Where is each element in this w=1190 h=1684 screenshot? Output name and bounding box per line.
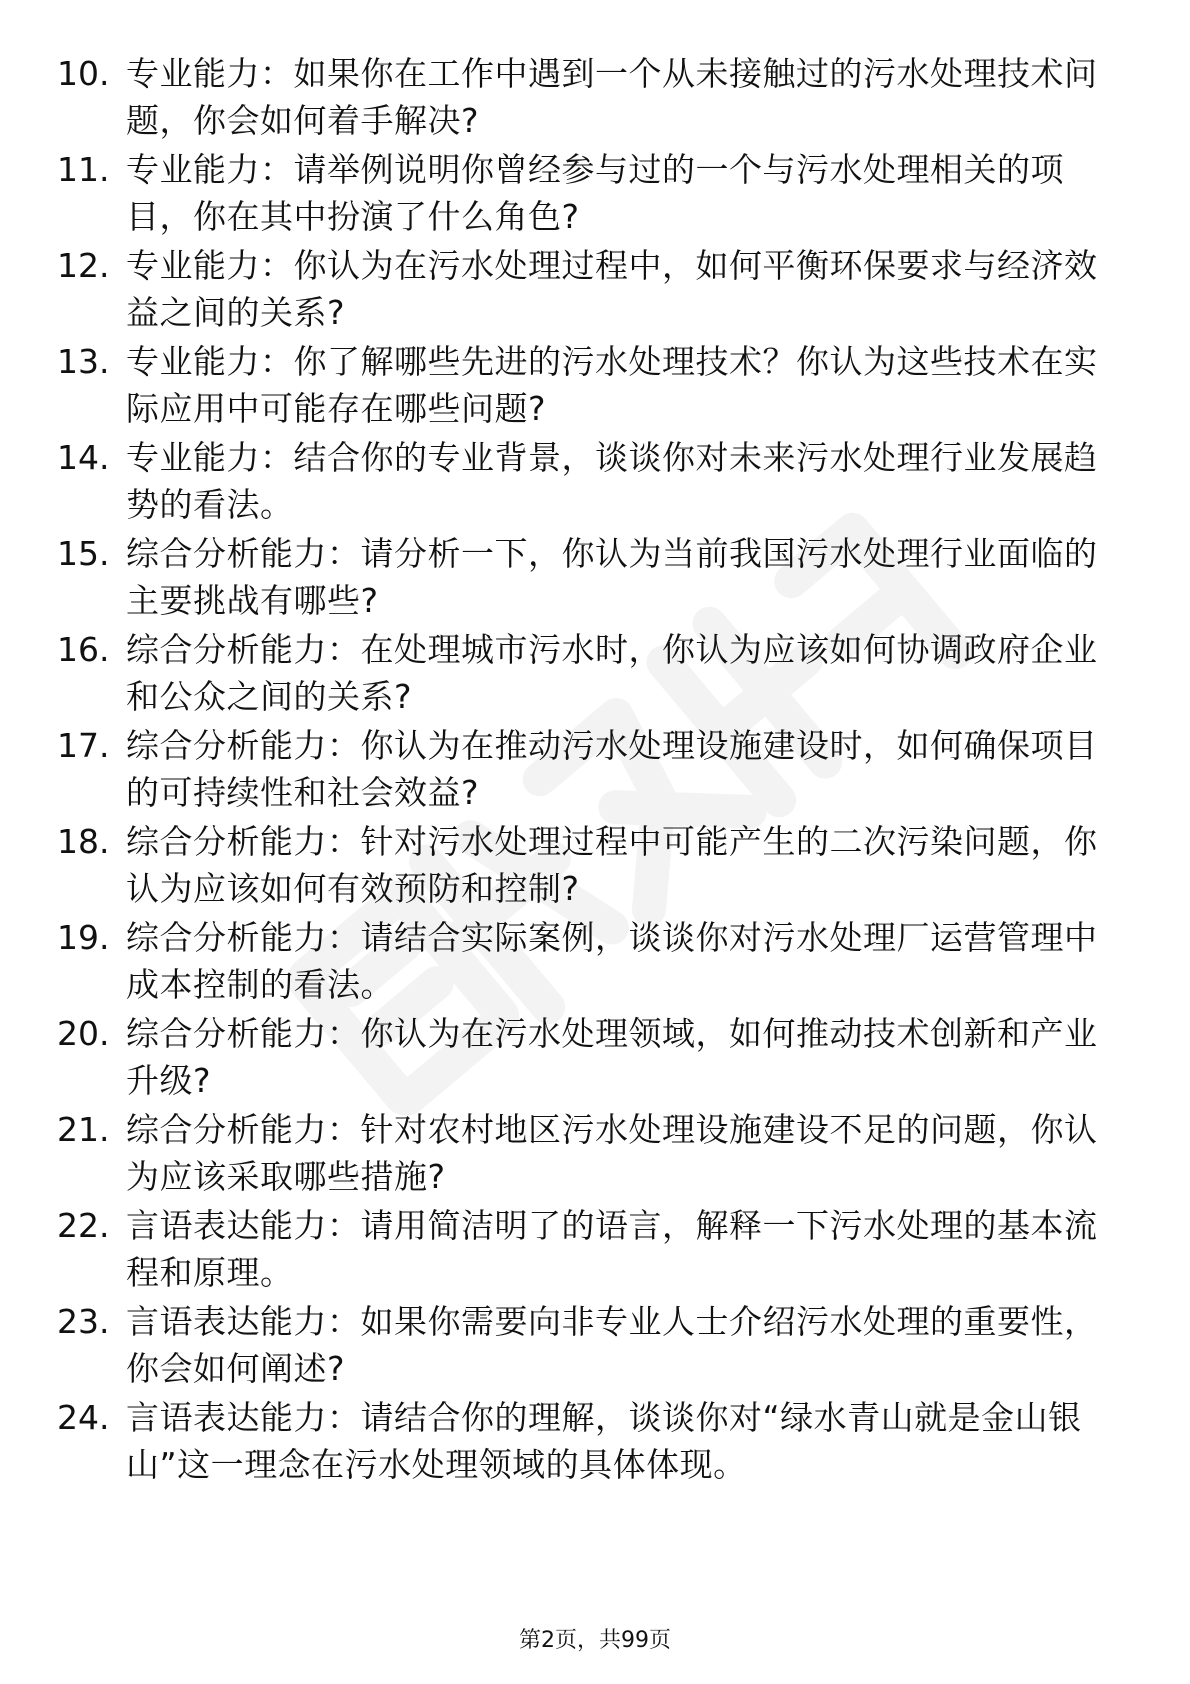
question-number: 21. bbox=[57, 1110, 110, 1149]
question-number: 20. bbox=[57, 1014, 110, 1053]
page-number-label: 第2页，共99页 bbox=[519, 1628, 671, 1653]
question-item bbox=[0, 1106, 1190, 1210]
question-number: 13. bbox=[57, 342, 110, 381]
question-number: 15. bbox=[57, 534, 110, 573]
question-number: 16. bbox=[57, 630, 110, 669]
question-item bbox=[0, 722, 1190, 826]
question-text: 言语表达能力：如果你需要向非专业人士介绍污水处理的重要性，你会如何阐述? bbox=[126, 1302, 1098, 1388]
question-text: 专业能力：请举例说明你曾经参与过的一个与污水处理相关的项目，你在其中扮演了什么角色? bbox=[126, 150, 1064, 236]
question-text: 综合分析能力：你认为在污水处理领域，如何推动技术创新和产业升级? bbox=[126, 1014, 1098, 1100]
question-item bbox=[0, 914, 1190, 1018]
question-number: 14. bbox=[57, 438, 110, 477]
question-number: 23. bbox=[57, 1302, 110, 1341]
question-text: 综合分析能力：请分析一下，你认为当前我国污水处理行业面临的主要挑战有哪些? bbox=[126, 534, 1098, 620]
question-text: 综合分析能力：你认为在推动污水处理设施建设时，如何确保项目的可持续性和社会效益? bbox=[126, 726, 1098, 812]
question-item bbox=[0, 338, 1190, 442]
page-footer bbox=[0, 1626, 1190, 1656]
question-number: 10. bbox=[57, 54, 110, 93]
question-number: 17. bbox=[57, 726, 110, 765]
question-item bbox=[0, 434, 1190, 538]
question-text: 综合分析能力：请结合实际案例，谈谈你对污水处理厂运营管理中成本控制的看法。 bbox=[126, 918, 1098, 1004]
question-item bbox=[0, 1202, 1190, 1306]
question-text: 言语表达能力：请结合你的理解，谈谈你对“绿水青山就是金山银山”这一理念在污水处理领域的具体体现。 bbox=[126, 1398, 1082, 1484]
question-text: 综合分析能力：针对污水处理过程中可能产生的二次污染问题，你认为应该如何有效预防和控制? bbox=[126, 822, 1098, 908]
question-number: 18. bbox=[57, 822, 110, 861]
question-text: 专业能力：你了解哪些先进的污水处理技术？你认为这些技术在实际应用中可能存在哪些问题? bbox=[126, 342, 1098, 428]
question-item bbox=[0, 50, 1190, 154]
question-item bbox=[0, 1298, 1190, 1402]
question-item bbox=[0, 818, 1190, 922]
question-item bbox=[0, 626, 1190, 730]
question-item bbox=[0, 1010, 1190, 1114]
question-text: 专业能力：结合你的专业背景，谈谈你对未来污水处理行业发展趋势的看法。 bbox=[126, 438, 1098, 524]
question-item bbox=[0, 530, 1190, 634]
question-text: 言语表达能力：请用简洁明了的语言，解释一下污水处理的基本流程和原理。 bbox=[126, 1206, 1098, 1292]
question-text: 综合分析能力：在处理城市污水时，你认为应该如何协调政府企业和公众之间的关系? bbox=[126, 630, 1098, 716]
question-text: 综合分析能力：针对农村地区污水处理设施建设不足的问题，你认为应该采取哪些措施? bbox=[126, 1110, 1098, 1196]
question-number: 22. bbox=[57, 1206, 110, 1245]
question-text: 专业能力：如果你在工作中遇到一个从未接触过的污水处理技术问题，你会如何着手解决? bbox=[126, 54, 1098, 140]
question-number: 24. bbox=[57, 1398, 110, 1437]
question-item bbox=[0, 1394, 1190, 1498]
question-text: 专业能力：你认为在污水处理过程中，如何平衡环保要求与经济效益之间的关系? bbox=[126, 246, 1098, 332]
question-item bbox=[0, 146, 1190, 250]
question-item bbox=[0, 242, 1190, 346]
question-number: 11. bbox=[57, 150, 110, 189]
question-number: 19. bbox=[57, 918, 110, 957]
question-number: 12. bbox=[57, 246, 110, 285]
